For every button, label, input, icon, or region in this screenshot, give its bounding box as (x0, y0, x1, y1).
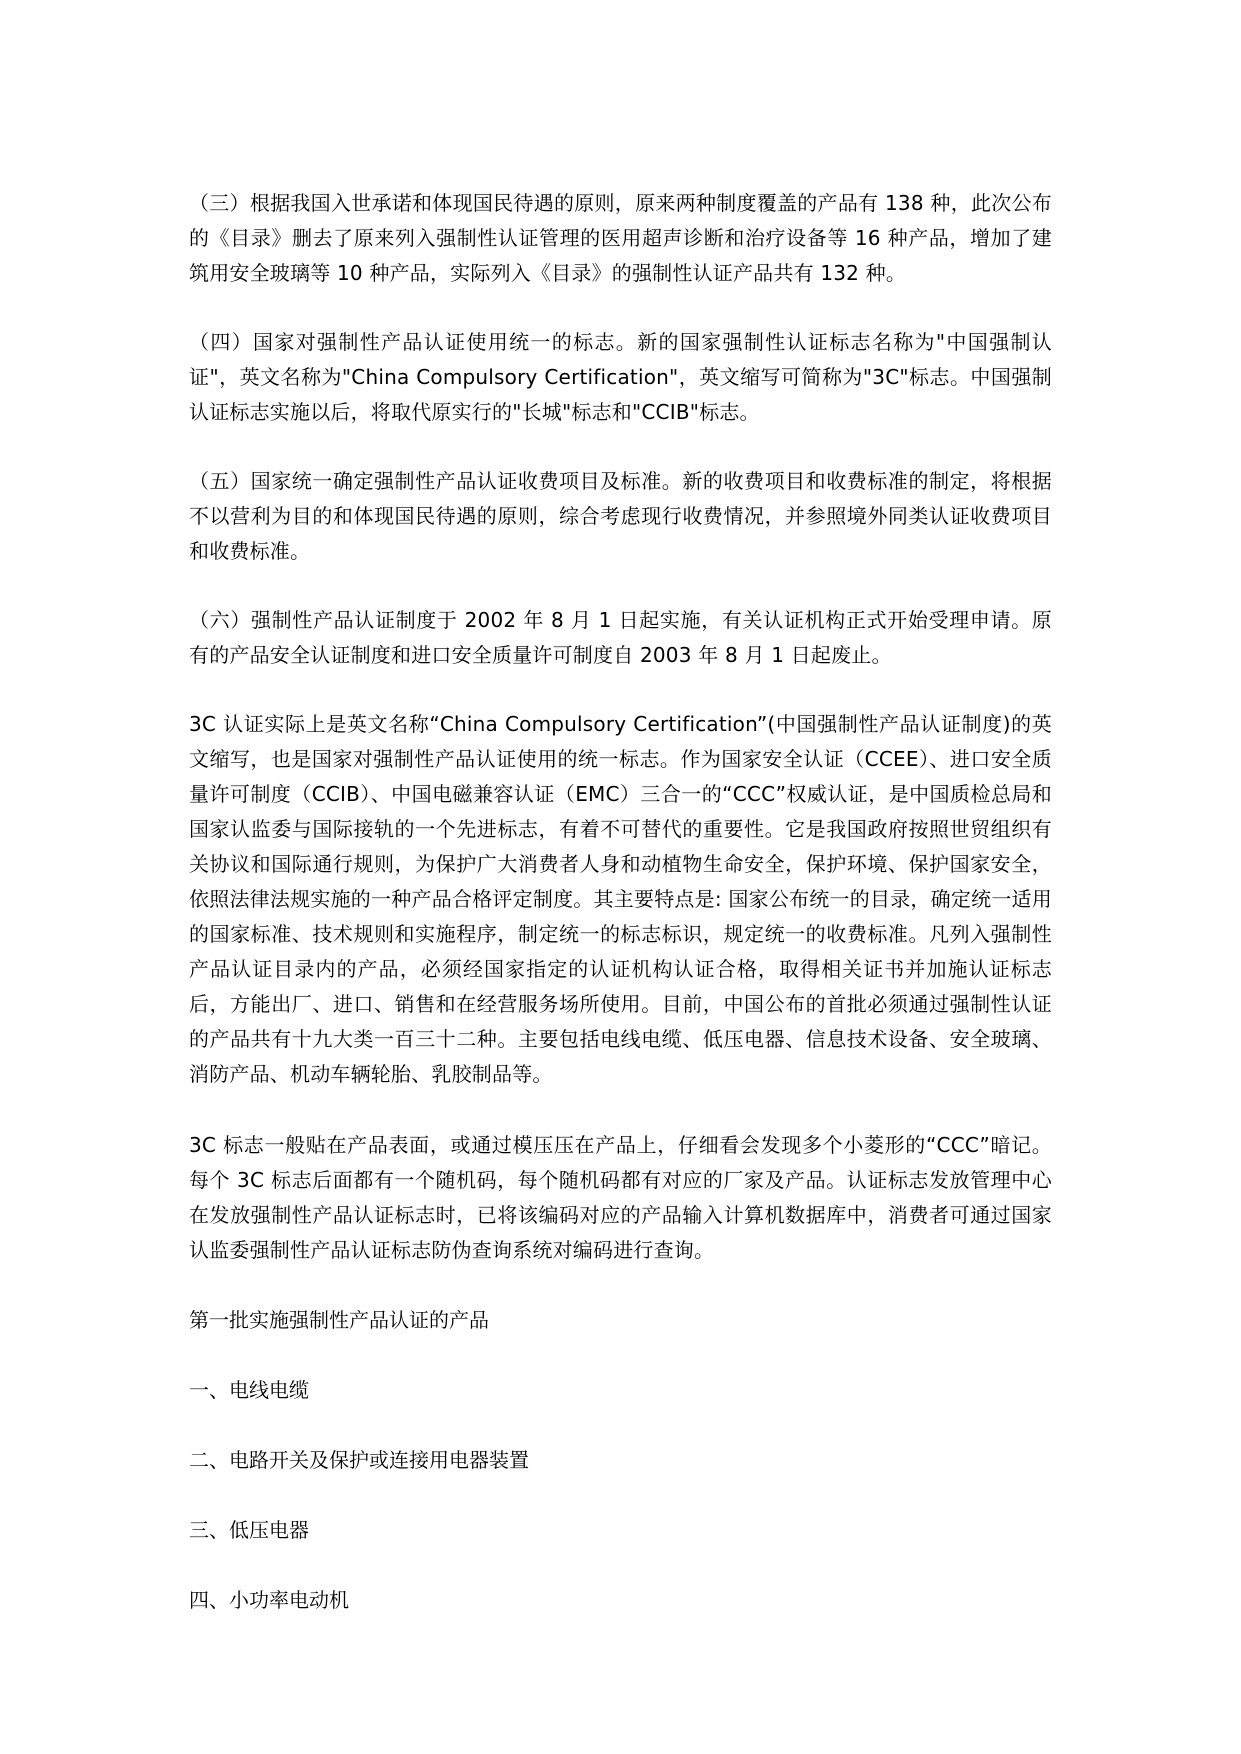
list-heading: 第一批实施强制性产品认证的产品 (189, 1308, 489, 1332)
paragraph-six: （六）强制性产品认证制度于 2002 年 8 月 1 日起实施，有关认证机构正式开始受理申请。原有的产品安全认证制度和进口安全质量许可制度自 2003 年 8 月 1 日起废止。 (189, 608, 1052, 667)
list-item: 四、小功率电动机 (189, 1588, 349, 1612)
paragraph-five: （五）国家统一确定强制性产品认证收费项目及标准。新的收费项目和收费标准的制定，将根据不以营利为目的和体现国民待遇的原则，综合考虑现行收费情况，并参照境外同类认证收费项目和收费标准。 (189, 469, 1052, 563)
list-item: 二、电路开关及保护或连接用电器装置 (189, 1448, 529, 1472)
list-item: 一、电线电缆 (189, 1378, 309, 1402)
document-body (189, 186, 1052, 1618)
paragraph-four: （四）国家对强制性产品认证使用统一的标志。新的国家强制性认证标志名称为"中国强制认证"，英文名称为"China Compulsory Certification"，英文缩写可简称为"3C"标志。中国强制认证标志实施以后，将取代原实行的"长城"标志和"CCIB"标志。 (189, 330, 1052, 424)
paragraph-3c-mark: 3C 标志一般贴在产品表面，或通过模压压在产品上，仔细看会发现多个小菱形的“CCC”暗记。每个 3C 标志后面都有一个随机码，每个随机码都有对应的厂家及产品。认证标志发放管理中心在发放强制性产品认证标志时，已将该编码对应的产品输入计算机数据库中，消费者可通过国家认监委强制性产品认证标志防伪查询系统对编码进行查询。 (189, 1133, 1052, 1262)
paragraph-3c-overview: 3C 认证实际上是英文名称“China Compulsory Certification”(中国强制性产品认证制度)的英文缩写，也是国家对强制性产品认证使用的统一标志。作为国家安全认证（CCEE）、进口安全质量许可制度（CCIB）、中国电磁兼容认证（EMC）三合一的“CCC”权威认证，是中国质检总局和国家认监委与国际接轨的一个先进标志，有着不可替代的重要性。它是我国政府按照世贸组织有关协议和国际通行规则，为保护广大消费者人身和动植物生命安全，保护环境、保护国家安全，依照法律法规实施的一种产品合格评定制度。其主要特点是: 国家公布统一的目录，确定统一适用的国家标准、技术规则和实施程序，制定统一的标志标识，规定统一的收费标准。凡列入强制性产品认证目录内的产品，必须经国家指定的认证机构认证合格，取得相关证书并加施认证标志后，方能出厂、进口、销售和在经营服务场所使用。目前，中国公布的首批必须通过强制性认证的产品共有十九大类一百三十二种。主要包括电线电缆、低压电器、信息技术设备、安全玻璃、消防产品、机动车辆轮胎、乳胶制品等。 (189, 712, 1052, 1086)
list-item: 三、低压电器 (189, 1518, 309, 1542)
paragraph-three: （三）根据我国入世承诺和体现国民待遇的原则，原来两种制度覆盖的产品有 138 种，此次公布的《目录》删去了原来列入强制性认证管理的医用超声诊断和治疗设备等 16 种产品，增加了建筑用安全玻璃等 10 种产品，实际列入《目录》的强制性认证产品共有 132 种。 (189, 191, 1052, 285)
